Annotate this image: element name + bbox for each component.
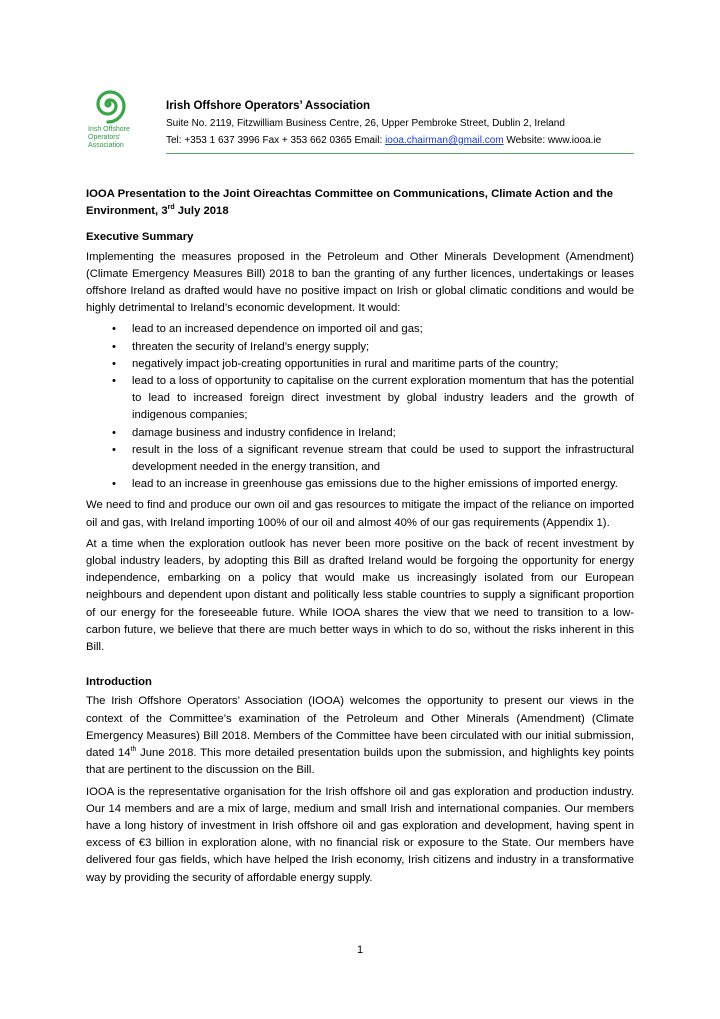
title-end: July 2018 <box>174 205 229 218</box>
page-number: 1 <box>356 944 364 956</box>
logo-wordmark <box>88 126 130 150</box>
section-spacer <box>86 660 634 674</box>
executive-summary-heading: Executive Summary <box>86 231 194 244</box>
list-item: • result in the loss of a significant revenue stream that could be used to support the infrastructural development needed in the energy transition, and <box>132 442 634 476</box>
title-ordinal: rd <box>167 204 175 212</box>
email-link[interactable]: iooa.chairman@gmail.com <box>385 135 504 146</box>
list-item: • lead to an increase in greenhouse gas emissions due to the higher emissions of imported energy. <box>132 476 634 493</box>
impact-bullet-list <box>86 321 634 493</box>
list-item: • negatively impact job-creating opportunities in rural and maritime parts of the country; <box>132 356 634 373</box>
executive-summary-paragraph: We need to find and produce our own oil and gas resources to mitigate the impact of the reliance on imported oil and gas, with Ireland importing 100% of our oil and almost 40% of our gas requirements (Appendix 1). <box>86 499 634 529</box>
iooa-logo <box>86 84 164 160</box>
executive-summary-paragraph: At a time when the exploration outlook has never been more positive on the back of recent investment by global industry leaders, by adopting this Bill as drafted Ireland would be forgoing the opportunity for energy independence, embarking on a policy that would make us increasingly isolated from our European neighbours and dependent upon distant and politically less stable countries to supply a significant proportion of our energy for the foreseeable future. While IOOA shares the view that we need to transition to a low-carbon future, we believe that there are much better ways in which to do so, without the risks inherent in this Bill. <box>86 537 634 654</box>
letterhead-text <box>166 98 634 149</box>
phone-fax: Tel: +353 1 637 3996 Fax + 353 662 0365 Email: <box>166 135 386 146</box>
introduction-heading: Introduction <box>86 676 152 689</box>
list-item: • damage business and industry confidence in Ireland; <box>132 425 634 442</box>
logo-line: Irish Offshore <box>88 126 130 133</box>
postal-address: Suite No. 2119, Fitzwilliam Business Centre, 26, Upper Pembroke Street, Dublin 2, Ireland <box>166 118 565 129</box>
date-ordinal: th <box>130 746 137 754</box>
introduction-paragraph: IOOA is the representative organisation for the Irish offshore oil and gas exploration and production industry. Our 14 members and are a mix of large, medium and small Irish and international companies. Our members have a long history of investment in Irish offshore oil and gas exploration and development, having spent in excess of €3 billion in exploration alone, with no financial risk or exposure to the State. Our members have delivered four gas fields, which have helped the Irish economy, Irish citizens and industry in a transformative way by providing the security of affordable energy supply. <box>86 785 634 884</box>
list-item: • lead to an increased dependence on imported oil and gas; <box>132 321 634 338</box>
website: Website: www.iooa.ie <box>503 135 602 146</box>
logo-line: Operators' <box>88 134 121 141</box>
list-item: • lead to a loss of opportunity to capitalise on the current exploration momentum that has the potential to lead to increased foreign direct investment by global industry leaders and the growth of indigenous companies; <box>132 373 634 425</box>
letterhead <box>86 84 634 164</box>
executive-summary-intro: Implementing the measures proposed in the Petroleum and Other Minerals Development (Amendment) (Climate Emergency Measures Bill) 2018 to ban the granting of any further licences, undertakings or leases offshore Ireland as drafted would have no positive impact on Irish or global climatic conditions and would be highly detrimental to Ireland’s economic development. It would: <box>86 250 634 315</box>
organisation-name: Irish Offshore Operators’ Association <box>166 100 371 112</box>
spiral-logo-icon <box>88 84 128 124</box>
document-body <box>86 186 634 891</box>
intro-text-end: June 2018. This more detailed presentation builds upon the submission, and highlights key points that are pertinent to the discussion on the Bill. <box>86 747 634 777</box>
logo-line: Association <box>88 142 124 149</box>
list-item: • threaten the security of Ireland’s energy supply; <box>132 339 634 356</box>
title-text: IOOA Presentation to the Joint Oireachtas Committee on Communications, Climate Action and the Environment, 3 <box>86 188 614 218</box>
introduction-paragraph <box>86 693 634 779</box>
document-title <box>86 186 634 220</box>
header-divider <box>166 153 634 154</box>
intro-text: The Irish Offshore Operators’ Association (IOOA) welcomes the opportunity to present our views in the context of the Committee’s examination of the Petroleum and Other Minerals (Amendment) (Climate Emergency Measures) Bill 2018. Members of the Committee have been circulated with our initial submission, dated 14 <box>86 695 634 760</box>
contact-line <box>166 132 634 149</box>
